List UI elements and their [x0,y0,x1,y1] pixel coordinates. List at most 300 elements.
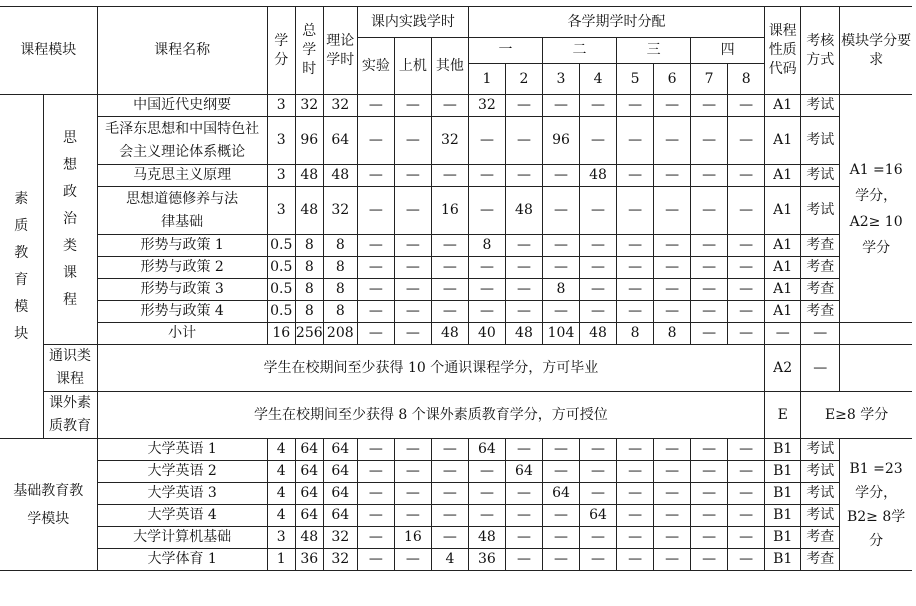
cell: — [542,235,579,257]
header-row-1 [0,7,912,38]
cell: — [654,483,691,505]
cell: B1 [765,549,801,571]
cell: 4 [267,461,295,483]
cell: — [394,439,431,461]
table-row [0,527,912,549]
cell: A1 [765,301,801,323]
table-row-extra [0,392,912,439]
cell: — [431,165,468,187]
general-exam: — [801,345,840,392]
cell: — [505,483,542,505]
section-general: 通识类课程 [43,345,97,392]
course-name: 大学英语 3 [97,483,267,505]
cell: 8 [323,279,357,301]
cell: — [728,461,765,483]
cell: 3 [267,95,295,117]
cell: — [654,461,691,483]
cell: — [691,187,728,235]
cell: — [691,301,728,323]
cell: — [728,257,765,279]
header-sem-8: 8 [728,64,765,95]
cell: — [394,95,431,117]
cell: 8 [323,301,357,323]
table-row [0,549,912,571]
cell: 48 [468,527,505,549]
cell: — [357,301,394,323]
cell: — [691,483,728,505]
cell: — [580,301,617,323]
course-name: 形势与政策 4 [97,301,267,323]
header-sem-2: 2 [505,64,542,95]
cell: 4 [431,549,468,571]
cell: 48 [295,187,323,235]
cell: — [394,483,431,505]
cell: — [580,439,617,461]
cell: — [505,257,542,279]
cell: — [654,235,691,257]
cell: — [617,165,654,187]
cell: — [394,187,431,235]
cell: 208 [323,323,357,345]
course-name: 毛泽东思想和中国特色社会主义理论体系概论 [97,117,267,165]
table-row [0,279,912,301]
cell: — [654,549,691,571]
cell: — [728,439,765,461]
cell: — [691,549,728,571]
table-row [0,95,912,117]
cell: 考查 [801,301,840,323]
cell: — [691,165,728,187]
cell: 64 [295,483,323,505]
cell: 考查 [801,279,840,301]
cell: — [542,461,579,483]
cell: — [728,483,765,505]
header-sem-5: 5 [617,64,654,95]
cell: 8 [295,257,323,279]
cell: — [357,257,394,279]
course-name: 大学英语 4 [97,505,267,527]
cell: 8 [468,235,505,257]
cell: — [691,461,728,483]
cell [840,345,912,392]
cell: — [431,95,468,117]
cell: — [728,323,765,345]
cell: — [691,505,728,527]
header-practice: 课内实践学时 [357,7,468,38]
cell: 0.5 [267,235,295,257]
cell: — [617,549,654,571]
header-sem-4: 4 [580,64,617,95]
header-total-hours: 总学时 [295,7,323,95]
cell: — [357,461,394,483]
cell: — [654,301,691,323]
course-name: 形势与政策 1 [97,235,267,257]
cell: — [468,301,505,323]
cell: 3 [267,117,295,165]
cell: — [468,461,505,483]
cell: A1 [765,165,801,187]
cell: — [505,505,542,527]
cell: — [617,439,654,461]
cell: 48 [323,165,357,187]
cell: 考试 [801,95,840,117]
cell: — [617,95,654,117]
cell: 64 [323,117,357,165]
cell: 48 [295,165,323,187]
cell: 考查 [801,257,840,279]
cell: — [542,505,579,527]
cell: — [654,505,691,527]
cell: 64 [468,439,505,461]
cell: 64 [542,483,579,505]
cell: — [728,165,765,187]
cell: 48 [431,323,468,345]
cell: 64 [323,483,357,505]
cell: — [431,461,468,483]
cell: 48 [295,527,323,549]
cell: — [580,483,617,505]
table-row [0,165,912,187]
cell: A1 [765,279,801,301]
cell: — [505,279,542,301]
header-sem-3: 3 [542,64,579,95]
cell: — [617,505,654,527]
cell: — [542,187,579,235]
cell: — [468,279,505,301]
header-experiment: 实验 [357,38,394,95]
table-row [0,117,912,165]
cell: 3 [267,187,295,235]
table-row [0,439,912,461]
course-name: 形势与政策 2 [97,257,267,279]
cell: A1 [765,117,801,165]
cell: — [394,165,431,187]
cell: — [357,323,394,345]
cell: — [357,279,394,301]
cell: — [654,117,691,165]
cell: — [394,235,431,257]
cell: 64 [505,461,542,483]
cell: 3 [267,165,295,187]
cell: — [542,439,579,461]
cell: 8 [295,279,323,301]
section-quality: 素质教育模块 [0,95,43,439]
cell: — [691,527,728,549]
cell: — [542,527,579,549]
cell: 96 [542,117,579,165]
cell: 考试 [801,165,840,187]
cell: — [691,117,728,165]
cell: — [468,165,505,187]
cell: — [580,235,617,257]
header-sem-7: 7 [691,64,728,95]
cell: — [431,235,468,257]
cell: 48 [505,187,542,235]
cell: — [654,527,691,549]
cell: — [580,527,617,549]
cell: — [654,279,691,301]
cell: — [691,95,728,117]
cell: — [357,439,394,461]
cell: — [728,117,765,165]
cell: 16 [431,187,468,235]
table-row [0,235,912,257]
cell: 8 [654,323,691,345]
table-row-general [0,345,912,392]
cell: — [394,505,431,527]
header-sem-6: 6 [654,64,691,95]
cell: — [580,95,617,117]
extra-code: E [765,392,801,439]
cell: — [505,439,542,461]
cell: — [580,461,617,483]
cell: 104 [542,323,579,345]
cell: 8 [323,257,357,279]
cell: 考查 [801,527,840,549]
extra-requirement: E≥8 学分 [801,392,912,439]
header-sem-1: 1 [468,64,505,95]
course-name: 形势与政策 3 [97,279,267,301]
cell: — [617,187,654,235]
header-semester: 各学期学时分配 [468,7,764,38]
cell: — [431,505,468,527]
cell: 32 [323,549,357,571]
header-year-2: 二 [542,38,616,64]
cell: — [617,483,654,505]
cell: — [728,505,765,527]
cell: — [542,301,579,323]
cell: — [357,165,394,187]
header-exam-method: 考核方式 [801,7,840,95]
cell: — [691,257,728,279]
header-course-name: 课程名称 [97,7,267,95]
politics-credit-requirement: A1 =16学分，A2≥ 10学分 [840,95,912,323]
cell: — [431,279,468,301]
header-credit-requirement: 模块学分要求 [840,7,912,95]
basic-credit-requirement: B1 =23学分，B2≥ 8学分 [840,439,912,571]
cell: B1 [765,505,801,527]
header-year-4: 四 [691,38,765,64]
cell: — [654,95,691,117]
header-computer: 上机 [394,38,431,95]
cell: — [431,301,468,323]
cell: — [357,187,394,235]
cell: 32 [431,117,468,165]
cell: — [394,549,431,571]
cell: — [580,187,617,235]
table-row [0,187,912,235]
cell: — [765,323,801,345]
cell: — [580,549,617,571]
cell: — [505,301,542,323]
cell: — [542,257,579,279]
cell: — [468,117,505,165]
cell: 4 [267,505,295,527]
cell: — [357,483,394,505]
cell: — [505,165,542,187]
cell: 64 [295,505,323,527]
cell: — [691,235,728,257]
cell: 36 [468,549,505,571]
cell: 64 [323,461,357,483]
cell: — [728,279,765,301]
header-year-1: 一 [468,38,542,64]
cell: 考试 [801,505,840,527]
cell: — [357,117,394,165]
cell: — [357,505,394,527]
cell: — [431,439,468,461]
cell: — [728,527,765,549]
cell: 0.5 [267,279,295,301]
curriculum-table [0,6,912,571]
cell: 0.5 [267,301,295,323]
course-name: 大学英语 2 [97,461,267,483]
cell: A1 [765,95,801,117]
cell: — [505,549,542,571]
table-row [0,483,912,505]
cell: — [431,483,468,505]
cell: — [394,117,431,165]
cell: 考试 [801,483,840,505]
section-politics: 思想政治类课程 [43,95,97,345]
cell: 32 [468,95,505,117]
cell: — [654,439,691,461]
section-extra: 课外素质教育 [43,392,97,439]
cell [840,323,912,345]
cell: B1 [765,483,801,505]
cell: 64 [580,505,617,527]
cell: — [580,117,617,165]
header-credit: 学分 [267,7,295,95]
cell: 考试 [801,461,840,483]
course-name: 大学体育 1 [97,549,267,571]
cell: 48 [580,323,617,345]
cell: — [654,257,691,279]
cell: 考试 [801,187,840,235]
cell: — [394,461,431,483]
cell: — [357,549,394,571]
table-row-subtotal [0,323,912,345]
cell: — [505,95,542,117]
cell: — [617,301,654,323]
cell: 48 [505,323,542,345]
cell: — [691,323,728,345]
table-row [0,257,912,279]
cell: 1 [267,549,295,571]
cell: B1 [765,439,801,461]
cell: — [580,257,617,279]
cell: 考试 [801,117,840,165]
general-code: A2 [765,345,801,392]
cell: A1 [765,187,801,235]
cell: — [394,279,431,301]
header-other: 其他 [431,38,468,95]
cell: 4 [267,483,295,505]
cell: A1 [765,235,801,257]
cell: — [505,235,542,257]
cell: 8 [617,323,654,345]
cell: — [357,527,394,549]
extra-note: 学生在校期间至少获得 8 个课外素质教育学分，方可授位 [97,392,765,439]
cell: B1 [765,461,801,483]
cell: — [617,235,654,257]
cell: 16 [394,527,431,549]
cell: — [394,257,431,279]
cell: — [431,257,468,279]
header-module: 课程模块 [0,7,97,95]
general-note: 学生在校期间至少获得 10 个通识课程学分，方可毕业 [97,345,765,392]
course-name: 马克思主义原理 [97,165,267,187]
cell: 32 [295,95,323,117]
cell: 32 [323,527,357,549]
cell: — [394,301,431,323]
cell: — [468,505,505,527]
cell: — [357,235,394,257]
section-basic: 基础教育教学模块 [0,439,97,571]
cell: 32 [323,95,357,117]
cell: — [691,439,728,461]
cell: 8 [295,235,323,257]
cell: — [505,527,542,549]
cell: 8 [323,235,357,257]
cell: — [468,187,505,235]
cell: — [728,549,765,571]
subtotal-label: 小计 [97,323,267,345]
course-name: 大学英语 1 [97,439,267,461]
cell: 16 [267,323,295,345]
cell: 4 [267,439,295,461]
cell: 考查 [801,235,840,257]
cell: — [542,549,579,571]
cell: — [542,165,579,187]
table-row [0,505,912,527]
cell: — [801,323,840,345]
cell: 64 [295,461,323,483]
cell: B1 [765,527,801,549]
cell: — [617,461,654,483]
cell: — [617,527,654,549]
cell: 0.5 [267,257,295,279]
course-name: 大学计算机基础 [97,527,267,549]
cell: 8 [542,279,579,301]
cell: — [394,323,431,345]
cell: 36 [295,549,323,571]
cell: 64 [295,439,323,461]
cell: — [654,187,691,235]
cell: — [728,95,765,117]
header-nature-code: 课程性质代码 [765,7,801,95]
cell: 3 [267,527,295,549]
cell: 考查 [801,549,840,571]
cell: — [728,235,765,257]
cell: 40 [468,323,505,345]
cell: 96 [295,117,323,165]
cell: — [654,165,691,187]
cell: — [617,117,654,165]
cell: — [468,483,505,505]
cell: — [431,527,468,549]
cell: 48 [580,165,617,187]
header-theory-hours: 理论学时 [323,7,357,95]
cell: A1 [765,257,801,279]
cell: — [691,279,728,301]
cell: 32 [323,187,357,235]
cell: 64 [323,505,357,527]
header-year-3: 三 [617,38,691,64]
cell: — [357,95,394,117]
cell: — [580,279,617,301]
course-name: 中国近代史纲要 [97,95,267,117]
